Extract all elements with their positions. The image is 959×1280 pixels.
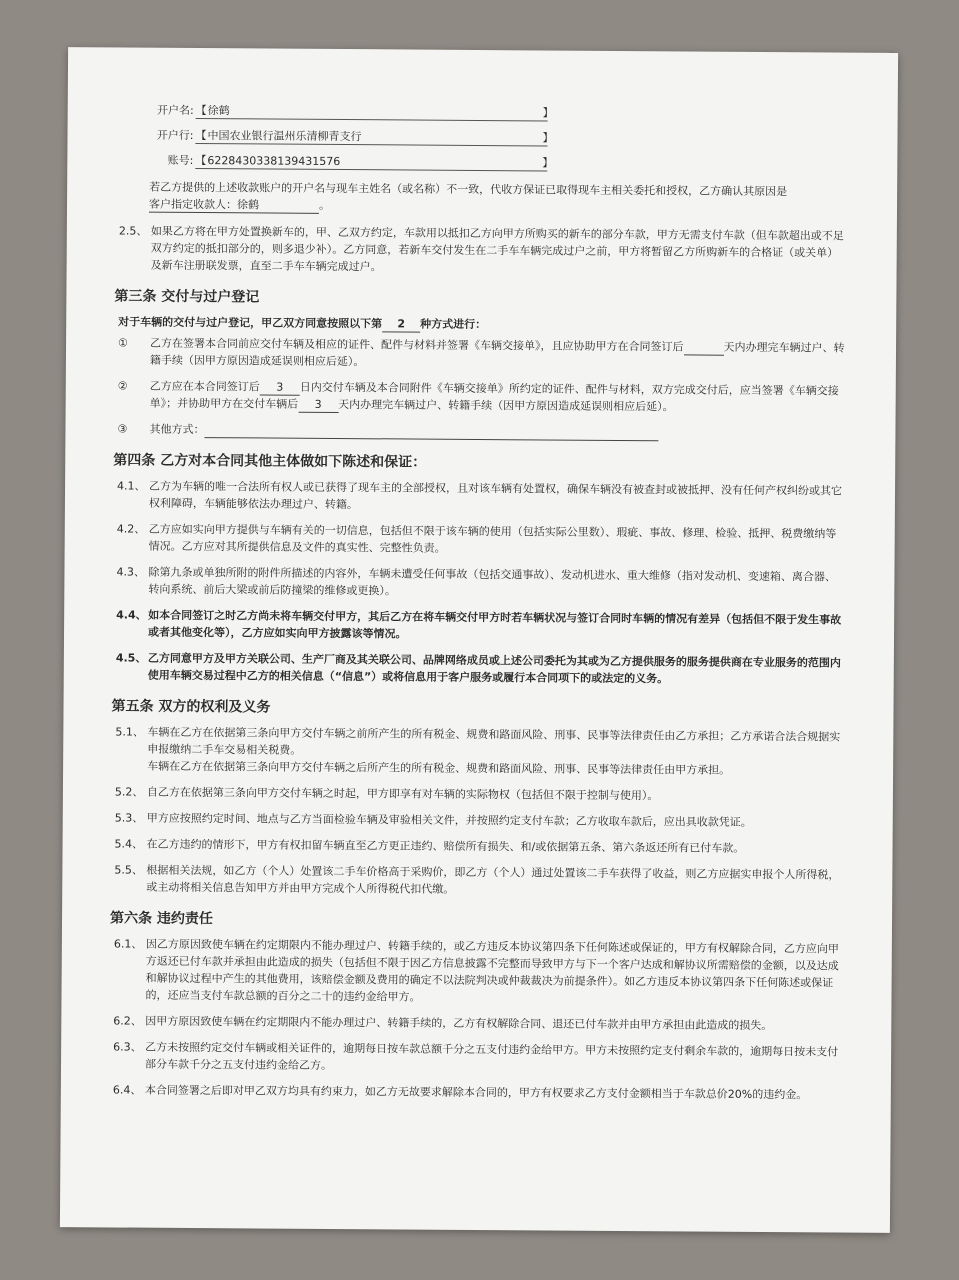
clause-4-2 xyxy=(117,520,847,559)
account-note-text: 若乙方提供的上述收款账户的开户名与现车主姓名（或名称）不一致，代收方保证已取得现车主相关委托和授权，乙方确认其原因是 xyxy=(149,180,788,199)
option-2 xyxy=(118,377,848,416)
clause-6-2 xyxy=(113,1012,843,1034)
contract-page xyxy=(60,47,898,1233)
clause-text: 自乙方在依据第三条向甲方交付车辆之时起，甲方即享有对车辆的实际物权（包括但不限于控制与使用）。 xyxy=(146,785,659,803)
clause-5-1-part-2: 车辆在乙方在依据第三条向甲方交付车辆之后所产生的所有税金、规费和路面风险、刑事、民事等法律责任由甲方承担。 xyxy=(147,759,731,777)
clause-text: 因乙方原因致使车辆在约定期限内不能办理过户、转籍手续的，或乙方违反本协议第四条下任何陈述或保证的，甲方有权解除合同，乙方应向甲方返还已付车款并承担由此造成的损失（包括但不限于因乙方信息披露不完整而导致甲方与下一个客户达成和解协议所需赔偿的金额，以及达成和解协议过程中产生的其他费用，该赔偿金额及费用的确定不以法院判决或仲裁裁决为前提条件）。如乙方违反本协议第四条下任何陈述或保证的，还应当支付车款总额的百分之二十的违约金给甲方。 xyxy=(145,937,839,1004)
clause-text: 因甲方原因致使车辆在约定期限内不能办理过户、转籍手续的，乙方有权解除合同、退还已付车款并由甲方承担由此造成的损失。 xyxy=(145,1014,773,1033)
clause-5-1 xyxy=(115,723,845,779)
account-note-end: 。 xyxy=(318,198,331,212)
clause-text: 乙方为车辆的唯一合法所有权人或已获得了现车主的全部授权，且对该车辆有处置权，确保车辆没有被查封或被抵押、没有任何产权纠纷或其它权利障碍，车辆能够依法办理过户、转籍。 xyxy=(148,479,843,512)
clause-text xyxy=(147,724,845,780)
clause-number: 5.5、 xyxy=(114,863,143,877)
account-bank-value: 中国农业银行温州乐清柳青支行 xyxy=(207,129,362,144)
bracket-left: 【 xyxy=(195,154,207,168)
clause-4-3 xyxy=(116,563,846,602)
account-bank-box xyxy=(195,127,554,146)
clause-number: 6.1、 xyxy=(113,937,143,951)
clause-5-4 xyxy=(115,835,845,857)
option-3 xyxy=(117,420,847,442)
clause-5-1-part-1: 车辆在乙方在依据第三条向甲方交付车辆之前所产生的所有税金、规费和路面风险、刑事、民事等法律责任由乙方承担；乙方承诺合法合规据实申报缴纳二手车交易相关税费。 xyxy=(147,725,841,757)
clause-number: 6.4、 xyxy=(112,1083,142,1097)
delivery-method-value: 2 xyxy=(382,317,420,332)
clause-text: 乙方应如实向甲方提供与车辆有关的一切信息，包括但不限于该车辆的使用（包括实际公里数）、瑕疵、事故、修理、检验、抵押、税费缴纳等情况。乙方应对其所提供信息及文件的真实性、完整性负责。 xyxy=(148,522,837,555)
article-3-title: 第三条 交付与过户登记 xyxy=(114,288,260,306)
clause-text: 如本合同签订之时乙方尚未将车辆交付甲方，其后乙方在将车辆交付甲方时若车辆状况与签订合同时车辆的情况有差异（包括但不限于发生事故或者其他变化等），乙方应如实向甲方披露该等情况。 xyxy=(148,608,842,641)
option-text xyxy=(149,421,847,443)
account-number-label: 账号: xyxy=(167,153,194,167)
clause-5-2 xyxy=(115,783,845,805)
option-2-b: 日内交付车辆及本合同附件《车辆交接单》所约定的证件、配件与材料，双方完成交付后，应当签署《车辆交接单》；并协助甲方在交付车辆后 xyxy=(149,380,839,411)
clause-4-5 xyxy=(116,649,846,688)
clause-5-3 xyxy=(115,809,845,831)
clause-number: 4.3、 xyxy=(116,565,146,579)
account-name-box xyxy=(195,102,554,121)
clause-text: 除第九条或单独所附的附件所描述的内容外，车辆未遭受任何事故（包括交通事故）、发动机进水、重大维修（指对发动机、变速箱、离合器、转向系统、前后大梁或前后防撞梁的维修或更换）。 xyxy=(148,565,836,598)
clause-number: 5.3、 xyxy=(114,811,144,825)
clause-4-1 xyxy=(117,477,847,516)
clause-text: 乙方同意甲方及甲方关联公司、生产厂商及其关联公司、品牌网络成员或上述公司委托为其或为乙方提供服务的服务提供商在专业服务的范围内使用车辆交易过程中乙方的相关信息（“信息”）或将信息用于客户服务或履行本合同项下的或法定的义务。 xyxy=(147,651,841,686)
article-3-intro xyxy=(118,313,848,335)
option-1-a: 乙方在签署本合同前应交付车辆及相应的证件、配件与材料并签署《车辆交接单》，且应协助甲方在合同签订后 xyxy=(150,336,684,354)
option-2-days-2: 3 xyxy=(298,398,338,413)
clause-text: 本合同签署之后即对甲乙双方均具有约束力，如乙方无故要求解除本合同的，甲方有权要求乙方支付金额相当于车款总价20%的违约金。 xyxy=(144,1083,808,1102)
clause-2-5 xyxy=(119,222,849,278)
clause-number: 5.1、 xyxy=(115,725,144,739)
option-1 xyxy=(118,334,848,373)
bracket-left: 【 xyxy=(195,129,207,143)
article-3-intro-b: 种方式进行： xyxy=(420,317,487,332)
option-1-b: 天内办理完车辆过户、转籍手续（因甲方原因造成延误则相应后延）。 xyxy=(149,340,845,369)
option-text xyxy=(150,335,848,374)
clause-number: 6.2、 xyxy=(113,1014,142,1028)
clause-text: 乙方未按照约定交付车辆或相关证件的，逾期每日按车款总额千分之五支付违约金给甲方。甲方未按照约定支付剩余车款的，逾期每日按未支付部分车款千分之五支付违约金给乙方。 xyxy=(144,1040,839,1072)
clause-text: 如果乙方将在甲方处置换新车的，甲、乙双方约定，车款用以抵扣乙方向甲方所购买的新车的部分车款，甲方无需支付车款（但车款超出或不足双方约定的抵扣部分的，则多退少补）。乙方同意，若新车交付发生在二手车车辆完成过户之前，甲方将暂留乙方所购新车的合格证（或关单）及新车注册联发票，直至二手车车辆完成过户。 xyxy=(150,224,844,274)
clause-text: 根据相关法规，如乙方（个人）处置该二手车价格高于采购价，即乙方（个人）通过处置该二手车获得了收益，则乙方应据实申报个人所得税，或主动将相关信息告知甲方并由甲方完成个人所得税代扣代缴。 xyxy=(146,863,840,896)
account-number-row xyxy=(119,147,849,177)
bracket-right: 】 xyxy=(542,106,554,120)
clause-text: 在乙方违约的情形下，甲方有权扣留车辆直至乙方更正违约、赔偿所有损失、和/或依据第五条、第六条返还所有已付车款。 xyxy=(146,837,745,855)
option-2-c: 天内办理完车辆过户、转籍手续（因甲方原因造成延误则相应后延）。 xyxy=(338,398,674,414)
article-5-title: 第五条 双方的权利及义务 xyxy=(111,698,271,716)
article-4-title: 第四条 乙方对本合同其他主体做如下陈述和保证： xyxy=(113,452,427,471)
account-number-value: 6228430338139431576 xyxy=(207,154,341,169)
clause-number: 2.5、 xyxy=(118,224,148,238)
bracket-right: 】 xyxy=(542,131,554,145)
account-name-label: 开户名: xyxy=(156,103,194,117)
account-number-box xyxy=(195,152,554,171)
option-text xyxy=(150,378,848,417)
account-note xyxy=(119,178,849,217)
clause-number: 4.2、 xyxy=(116,522,146,536)
account-note-reason: 客户指定收款人：徐鹤 xyxy=(149,198,319,214)
option-number: ③ xyxy=(117,422,128,436)
option-2-days-1: 3 xyxy=(260,380,300,395)
clause-6-4 xyxy=(113,1081,843,1103)
clause-number: 6.3、 xyxy=(113,1040,142,1054)
clause-number: 5.4、 xyxy=(114,837,144,851)
option-3-a: 其他方式： xyxy=(149,422,205,437)
clause-number: 4.1、 xyxy=(117,479,146,493)
clause-number: 4.4、 xyxy=(116,608,147,622)
clause-4-4 xyxy=(116,606,846,645)
option-1-blank xyxy=(683,340,723,355)
account-bank-label: 开户行: xyxy=(156,128,194,142)
bracket-right: 】 xyxy=(542,156,554,170)
contract-content xyxy=(109,97,850,1112)
account-name-value: 徐鹤 xyxy=(207,104,230,118)
clause-number: 4.5、 xyxy=(115,651,147,665)
clause-number: 5.2、 xyxy=(114,785,144,799)
option-number: ② xyxy=(117,379,128,393)
option-2-a: 乙方应在本合同签订后 xyxy=(149,379,260,394)
clause-5-5 xyxy=(114,861,844,900)
clause-6-3 xyxy=(113,1038,843,1077)
clause-text: 甲方应按照约定时间、地点与乙方当面检验车辆及审验相关文件，并按照约定支付车款；乙方收取车款后，应出具收款凭证。 xyxy=(146,811,752,829)
article-3-intro-a: 对于车辆的交付与过户登记，甲乙双方同意按照以下第 xyxy=(118,315,383,331)
bracket-left: 【 xyxy=(195,104,207,118)
clause-6-1 xyxy=(113,935,843,1008)
option-number: ① xyxy=(118,336,128,350)
option-3-blank xyxy=(204,423,658,441)
article-6-title: 第六条 违约责任 xyxy=(109,910,213,928)
